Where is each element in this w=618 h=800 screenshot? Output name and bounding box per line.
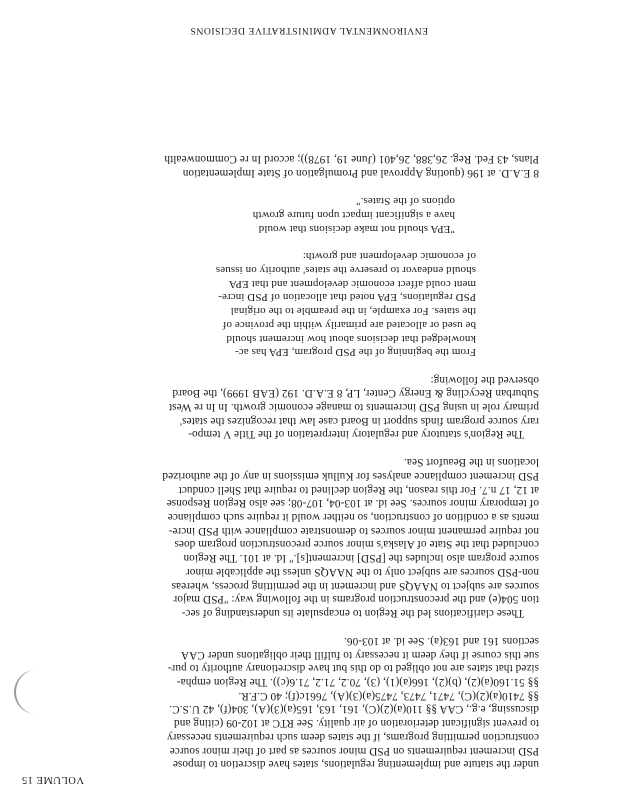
volume-label: VOLUME 15 [21,774,84,785]
text-line: rary source program finds support in Board case law that recognizes the states' [179,415,539,427]
text-line: be used or allocated are primarily within the province of [222,319,476,331]
text-line: to prevent significant deterioration of air quality. See RTC at 102-09 (citing and [173,717,539,729]
text-line: non-PSD sources are subject only to the NAAQS unless the applicable minor [185,566,539,578]
text-line: ments as a condition of construction, so neither would it require such compliance [167,511,539,523]
text-line: concluded that the State of Alaska's minor source preconstruction program does [174,538,539,550]
text-line: observed the following: [430,374,539,386]
text-line: §§ 51.160(a)(2), (b)(2), 166(a)(1), (3), 70.2, 71.2, 71.6(c)). The Region empha- [176,676,539,688]
text-line: 8 E.A.D. at 196 (quoting Approval and Promulgation of State Implementation [182,167,539,179]
running-head: ENVIRONMENTAL ADMINISTRATIVE DECISIONS [189,25,429,35]
text-line: the states. For example, in the preamble to the original [230,305,476,317]
text-line: discussing, e.g., CAA §§ 110(a)(2)(C), 161, 163, 165(a)(3)(A), 304(f), 42 U.S.C. [169,703,539,715]
text-line: locations in the Beaufort Sea. [403,456,539,468]
text-line: These clarifications led the Region to encapsulate its understanding of sec- [181,607,524,619]
text-line: not require permanent minor sources to demonstrate compliance with PSD incre- [168,525,539,537]
text-line: of economic development and growth: [302,250,476,262]
text-line: The Region's statutory and regulatory interpretation of the Title V tempo- [188,428,524,440]
text-line: tion 504(e) and the preconstruction programs in the following way: "PSD major [173,593,539,605]
text-line: §§ 7410(a)(2)(C), 7471, 7473, 7475(a)(3)(A), 7661c(f); 40 C.F.R. [238,690,539,702]
text-line: under the statute and implementing regulations, states have discretion to impose [172,758,539,770]
text-line: of temporary minor sources. See id. at 103-04, 107-08; see also Region Response [166,497,539,509]
text-line: construction permitting programs, if the states deem such requirements necessary [166,731,539,743]
text-line: ment could affect economic development and that EPA [228,278,476,290]
text-line: sized that states are not obliged to do this but have discretionary authority to pur- [167,662,539,674]
text-line: sources are subject to NAAQS and increment in the permitting process, whereas [171,580,539,592]
text-line: options of the States." [355,195,455,207]
text-line: sue this course if they deem it necessary to fulfill their obligations under CAA [180,649,539,661]
text-line: PSD increment compliance analyses for Kulluk emissions in any of the authorized [162,470,539,482]
text-line: primary role in using PSD increments to manage economic growth. In In re West [168,401,539,413]
text-line: source program also includes the [PSD] increment[s]." Id. at 101. The Region [183,552,539,564]
text-line: Plans, 43 Fed. Reg. 26,388, 26,401 (June 19, 1978)); accord In re Commonwealth [164,153,539,165]
text-line: knowledged that decisions about how increment should [226,333,476,345]
text-line: "EPA should not make decisions that would [258,223,455,235]
text-line: Suburban Recycling & Energy Center, LP, 8 E.A.D. 192 (EAB 1999), the Board [172,387,539,399]
text-line: sections 161 and 163(a). See id. at 103-06. [343,635,539,647]
text-line: have a significant impact upon future growth [252,209,455,221]
text-line: PSD increment requirements on PSD minor sources as part of their minor source [169,745,539,757]
text-line: From the beginning of the PSD program, EPA has ac- [234,346,476,358]
text-line: at 12, 17 n.7. For this reason, the Region declined to require that Shell conduct [178,484,539,496]
text-line: PSD regulations, EPA noted that allocation of PSD incre- [218,291,476,303]
text-line: should endeavor to preserve the states' authority on issues [215,264,476,276]
